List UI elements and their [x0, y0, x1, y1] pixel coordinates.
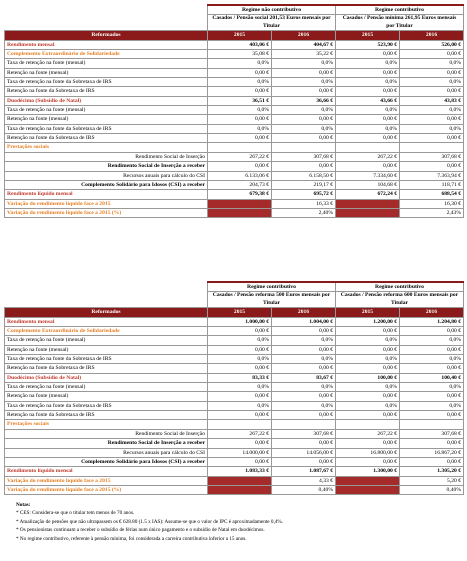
value-cell: 0,00 €: [208, 87, 272, 96]
value-cell: 1.087,67 €: [272, 467, 336, 476]
value-cell: [336, 208, 400, 217]
regime-group-header: Regime contributivo: [208, 282, 336, 292]
value-cell: [336, 476, 400, 485]
value-cell: 43,83 €: [400, 96, 464, 105]
row-label: Taxa de retenção na fonte (mensal): [5, 106, 208, 115]
value-cell: 0,00 €: [336, 50, 400, 59]
table-block-2: [4, 281, 463, 495]
value-cell: 0,0%: [208, 59, 272, 68]
value-cell: 0,00 €: [336, 162, 400, 171]
row-label: Rendimento líquido mensal: [5, 467, 208, 476]
row-label: Variação do rendimento líquido face a 2015: [5, 476, 208, 485]
value-cell: 0,0%: [208, 355, 272, 364]
value-cell: 0,0%: [336, 59, 400, 68]
row-label: Rendimento Social de Inserção: [5, 429, 208, 438]
note-line: * No regime contributivo, referente à pensão mínima, foi considerada a carreira contributiva inferior a 15 anos.: [16, 535, 247, 542]
value-cell: 0,0%: [272, 355, 336, 364]
year-header: 2015: [336, 31, 400, 40]
row-label: Complemento Solidário para Idosos (CSI) a receber: [5, 457, 208, 466]
value-cell: 267,22 €: [208, 429, 272, 438]
year-header: 2016: [272, 31, 336, 40]
notes-title: Notas:: [16, 502, 31, 508]
value-cell: 0,00 €: [272, 68, 336, 77]
row-label: Taxa de retenção na fonte (mensal): [5, 336, 208, 345]
value-cell: 0,0%: [208, 124, 272, 133]
table-row: [5, 40, 464, 49]
value-cell: 0,0%: [400, 383, 464, 392]
table-row: [5, 355, 464, 364]
table-row: [5, 327, 464, 336]
table-row: [5, 96, 464, 105]
row-label: Rendimento Social de Inserção: [5, 152, 208, 161]
value-cell: 1.305,20 €: [400, 467, 464, 476]
value-cell: 0,00 €: [400, 162, 464, 171]
value-cell: [208, 208, 272, 217]
column-header-label: Reformados: [5, 31, 208, 40]
table-row: [5, 448, 464, 457]
table-row: [5, 485, 464, 494]
value-cell: 0,00 €: [336, 327, 400, 336]
value-cell: [208, 143, 272, 152]
row-label: Taxa de retenção na fonte da Sobretaxa de IRS: [5, 355, 208, 364]
note-line: * Atualização de pensões que não ultrapassem os € 628.80 (1.5 x IAS): Assume-se que o valor de IPC é aproximadamente 0,4%.: [16, 518, 283, 525]
table-row: [5, 106, 464, 115]
value-cell: 307,68 €: [272, 429, 336, 438]
value-cell: 83,33 €: [208, 373, 272, 382]
value-cell: 0,00 €: [400, 134, 464, 143]
table-row: [5, 59, 464, 68]
value-cell: 0,00 €: [272, 327, 336, 336]
row-label: Retenção na fonte da Sobretaxa de IRS: [5, 134, 208, 143]
value-cell: 0,0%: [336, 78, 400, 87]
regime-group-header: Regime contributivo: [336, 5, 464, 15]
value-cell: 6.158,50 €: [272, 171, 336, 180]
year-header: 2015: [336, 308, 400, 317]
regime-group-header: Regime não contributivo: [208, 5, 336, 15]
row-label: Rendimento mensal: [5, 317, 208, 326]
value-cell: 0,0%: [272, 59, 336, 68]
year-header: 2016: [272, 308, 336, 317]
value-cell: 0,00 €: [336, 345, 400, 354]
value-cell: 104,68 €: [336, 180, 400, 189]
row-label: Rendimento mensal: [5, 40, 208, 49]
value-cell: 0,00 €: [336, 457, 400, 466]
value-cell: 0,00 €: [400, 50, 464, 59]
scenario-header: Casados / Pensão reforma 600 Euros mensais por Titular: [336, 292, 464, 308]
row-label: Retenção na fonte (mensal): [5, 115, 208, 124]
value-cell: 0,00 €: [400, 327, 464, 336]
value-cell: 0,00 €: [208, 439, 272, 448]
table-row: [5, 124, 464, 133]
value-cell: [272, 420, 336, 429]
note-line: * Os pensionistas continuam a receber o subsídio de férias num único pagamento e o subsídio de Natal em duodécimos.: [16, 527, 265, 534]
value-cell: 0,00 €: [336, 134, 400, 143]
benefits-table: [4, 4, 464, 218]
table-row: [5, 190, 464, 199]
value-cell: 0,0%: [208, 336, 272, 345]
value-cell: 688,54 €: [400, 190, 464, 199]
value-cell: 672,24 €: [336, 190, 400, 199]
regime-group-header: Regime contributivo: [336, 282, 464, 292]
value-cell: 0,00 €: [336, 364, 400, 373]
scenario-header: Casados / Pensão mínima 261,95 Euros mensais por Titular: [336, 15, 464, 31]
year-header: 2015: [208, 31, 272, 40]
row-label: Taxa de retenção na fonte da Sobretaxa de IRS: [5, 78, 208, 87]
table-row: [5, 208, 464, 217]
value-cell: [208, 485, 272, 494]
value-cell: 0,00 €: [272, 162, 336, 171]
value-cell: 83,67 €: [272, 373, 336, 382]
value-cell: 35,22 €: [272, 50, 336, 59]
row-label: Prestações sociais: [5, 420, 208, 429]
value-cell: 219,17 €: [272, 180, 336, 189]
value-cell: [208, 420, 272, 429]
value-cell: 6.133,06 €: [208, 171, 272, 180]
value-cell: 526,00 €: [400, 40, 464, 49]
table-row: [5, 199, 464, 208]
row-label: Complemento Extraordinário de Solidariedade: [5, 50, 208, 59]
row-label: Retenção na fonte (mensal): [5, 345, 208, 354]
value-cell: 0,0%: [336, 106, 400, 115]
value-cell: 0,00 €: [272, 345, 336, 354]
value-cell: 16.800,00 €: [336, 448, 400, 457]
value-cell: 0,0%: [208, 383, 272, 392]
value-cell: 100,40 €: [400, 373, 464, 382]
value-cell: 0,00 €: [208, 162, 272, 171]
row-label: Duodécimo (Subsídio de Natal): [5, 96, 208, 105]
value-cell: [208, 476, 272, 485]
value-cell: 16.867,20 €: [400, 448, 464, 457]
value-cell: 0,00 €: [336, 115, 400, 124]
row-label: Recursos anuais para cálculo do CSI: [5, 448, 208, 457]
year-header-row: [5, 308, 464, 317]
value-cell: 307,68 €: [400, 429, 464, 438]
row-label: Duodécimo (Subsídio de Natal): [5, 373, 208, 382]
row-label: Taxa de retenção na fonte da Sobretaxa de IRS: [5, 401, 208, 410]
value-cell: 0,00 €: [400, 345, 464, 354]
value-cell: 43,66 €: [336, 96, 400, 105]
value-cell: 0,00 €: [208, 364, 272, 373]
value-cell: 1.200,00 €: [336, 317, 400, 326]
value-cell: 2,40%: [272, 208, 336, 217]
row-label: Rendimento Social de Inserção a receber: [5, 439, 208, 448]
notes-section: [16, 501, 456, 543]
table-row: [5, 87, 464, 96]
row-label: Complemento Solidário para Idosos (CSI) a receber: [5, 180, 208, 189]
value-cell: 0,00 €: [336, 392, 400, 401]
value-cell: 0,00 €: [400, 457, 464, 466]
value-cell: 0,00 €: [208, 115, 272, 124]
value-cell: 267,22 €: [336, 152, 400, 161]
benefits-table: [4, 281, 464, 495]
row-label: Variação do rendimento líquido face a 2015 (%): [5, 208, 208, 217]
value-cell: 0,0%: [272, 106, 336, 115]
table-row: [5, 50, 464, 59]
value-cell: 307,68 €: [272, 152, 336, 161]
value-cell: 1.004,00 €: [272, 317, 336, 326]
value-cell: 35,08 €: [208, 50, 272, 59]
table-block-1: [4, 4, 463, 218]
row-label: Variação do rendimento líquido face a 2015 (%): [5, 485, 208, 494]
value-cell: 307,68 €: [400, 152, 464, 161]
value-cell: 0,0%: [336, 336, 400, 345]
value-cell: [272, 143, 336, 152]
table-row: [5, 411, 464, 420]
year-header-row: [5, 31, 464, 40]
value-cell: 0,00 €: [336, 439, 400, 448]
value-cell: 0,40%: [272, 485, 336, 494]
value-cell: 1.000,00 €: [208, 317, 272, 326]
table-row: [5, 429, 464, 438]
value-cell: 1.300,00 €: [336, 467, 400, 476]
value-cell: [400, 420, 464, 429]
year-header: 2016: [400, 308, 464, 317]
row-label: Retenção na fonte da Sobretaxa de IRS: [5, 87, 208, 96]
value-cell: 0,0%: [272, 401, 336, 410]
value-cell: 0,00 €: [400, 364, 464, 373]
value-cell: 0,00 €: [400, 392, 464, 401]
value-cell: 0,00 €: [400, 87, 464, 96]
table-row: [5, 152, 464, 161]
value-cell: 204,73 €: [208, 180, 272, 189]
value-cell: 0,00 €: [272, 115, 336, 124]
value-cell: 0,00 €: [400, 439, 464, 448]
row-label: Rendimento líquido mensal: [5, 190, 208, 199]
value-cell: 100,00 €: [336, 373, 400, 382]
table-row: [5, 457, 464, 466]
table-row: [5, 373, 464, 382]
table-row: [5, 476, 464, 485]
row-label: Variação do rendimento líquido face a 2015: [5, 199, 208, 208]
value-cell: 14.000,00 €: [208, 448, 272, 457]
value-cell: 0,0%: [336, 383, 400, 392]
value-cell: 1.204,80 €: [400, 317, 464, 326]
value-cell: 0,0%: [400, 59, 464, 68]
value-cell: [336, 143, 400, 152]
table-row: [5, 317, 464, 326]
table-row: [5, 392, 464, 401]
table-row: [5, 420, 464, 429]
value-cell: 0,00 €: [208, 345, 272, 354]
value-cell: 0,00 €: [208, 392, 272, 401]
value-cell: 267,22 €: [336, 429, 400, 438]
value-cell: 0,0%: [400, 106, 464, 115]
row-label: Recursos anuais para cálculo do CSI: [5, 171, 208, 180]
scenario-header: Casados / Pensão reforma 500 Euros mensais por Titular: [208, 292, 336, 308]
value-cell: 7.334,60 €: [336, 171, 400, 180]
table-row: [5, 467, 464, 476]
table-row: [5, 162, 464, 171]
table-row: [5, 345, 464, 354]
table-row: [5, 180, 464, 189]
value-cell: 0,00 €: [272, 439, 336, 448]
row-label: Rendimento Social de Inserção a receber: [5, 162, 208, 171]
value-cell: [336, 420, 400, 429]
value-cell: 0,00 €: [208, 134, 272, 143]
table-row: [5, 115, 464, 124]
value-cell: 16,30 €: [400, 199, 464, 208]
value-cell: 0,00 €: [336, 87, 400, 96]
value-cell: 0,40%: [400, 485, 464, 494]
value-cell: 0,00 €: [208, 68, 272, 77]
value-cell: 0,0%: [400, 355, 464, 364]
value-cell: 0,00 €: [336, 411, 400, 420]
value-cell: 0,00 €: [208, 411, 272, 420]
table-row: [5, 143, 464, 152]
table-row: [5, 401, 464, 410]
value-cell: 679,38 €: [208, 190, 272, 199]
row-label: Retenção na fonte da Sobretaxa de IRS: [5, 364, 208, 373]
table-row: [5, 364, 464, 373]
value-cell: 0,00 €: [400, 115, 464, 124]
table-row: [5, 134, 464, 143]
row-label: Taxa de retenção na fonte da Sobretaxa de IRS: [5, 124, 208, 133]
scenario-header: Casados / Pensão social 201,53 Euros mensais por Titular: [208, 15, 336, 31]
table-row: [5, 383, 464, 392]
row-label: Taxa de retenção na fonte (mensal): [5, 383, 208, 392]
table-row: [5, 336, 464, 345]
row-label: Retenção na fonte da Sobretaxa de IRS: [5, 411, 208, 420]
value-cell: 4,33 €: [272, 476, 336, 485]
note-line: * CES: Considera-se que o titular tem menos de 70 anos.: [16, 510, 135, 517]
value-cell: 0,00 €: [272, 392, 336, 401]
value-cell: 695,72 €: [272, 190, 336, 199]
value-cell: [400, 143, 464, 152]
row-label: Taxa de retenção na fonte (mensal): [5, 59, 208, 68]
value-cell: 118,71 €: [400, 180, 464, 189]
value-cell: 0,00 €: [208, 457, 272, 466]
value-cell: 0,0%: [400, 336, 464, 345]
value-cell: 0,0%: [272, 78, 336, 87]
value-cell: 0,00 €: [272, 134, 336, 143]
value-cell: 523,90 €: [336, 40, 400, 49]
value-cell: 1.083,33 €: [208, 467, 272, 476]
row-label: Prestações sociais: [5, 143, 208, 152]
value-cell: 0,0%: [336, 401, 400, 410]
value-cell: 404,67 €: [272, 40, 336, 49]
value-cell: 5,20 €: [400, 476, 464, 485]
value-cell: 14.056,00 €: [272, 448, 336, 457]
value-cell: 0,0%: [208, 401, 272, 410]
value-cell: 0,0%: [336, 124, 400, 133]
value-cell: 0,00 €: [400, 411, 464, 420]
value-cell: 16,33 €: [272, 199, 336, 208]
value-cell: 0,0%: [400, 124, 464, 133]
value-cell: 0,0%: [272, 336, 336, 345]
value-cell: 0,0%: [208, 78, 272, 87]
table-row: [5, 78, 464, 87]
value-cell: 0,00 €: [208, 327, 272, 336]
value-cell: 0,00 €: [400, 68, 464, 77]
column-header-label: Reformados: [5, 308, 208, 317]
value-cell: [336, 199, 400, 208]
value-cell: 267,22 €: [208, 152, 272, 161]
value-cell: 36,51 €: [208, 96, 272, 105]
value-cell: [336, 485, 400, 494]
value-cell: 0,0%: [208, 106, 272, 115]
value-cell: 0,00 €: [272, 87, 336, 96]
row-label: Retenção na fonte (mensal): [5, 68, 208, 77]
table-row: [5, 171, 464, 180]
value-cell: 0,0%: [400, 401, 464, 410]
value-cell: 0,0%: [272, 383, 336, 392]
value-cell: 403,06 €: [208, 40, 272, 49]
value-cell: 0,00 €: [272, 364, 336, 373]
value-cell: 0,00 €: [336, 68, 400, 77]
table-row: [5, 68, 464, 77]
year-header: 2016: [400, 31, 464, 40]
value-cell: 36,66 €: [272, 96, 336, 105]
value-cell: 0,00 €: [272, 457, 336, 466]
year-header: 2015: [208, 308, 272, 317]
value-cell: 0,00 €: [272, 411, 336, 420]
value-cell: 2,43%: [400, 208, 464, 217]
value-cell: 0,0%: [336, 355, 400, 364]
row-label: Retenção na fonte (mensal): [5, 392, 208, 401]
value-cell: 0,0%: [400, 78, 464, 87]
row-label: Complemento Extraordinário de Solidariedade: [5, 327, 208, 336]
value-cell: 0,0%: [272, 124, 336, 133]
value-cell: [208, 199, 272, 208]
table-row: [5, 439, 464, 448]
value-cell: 7.363,94 €: [400, 171, 464, 180]
